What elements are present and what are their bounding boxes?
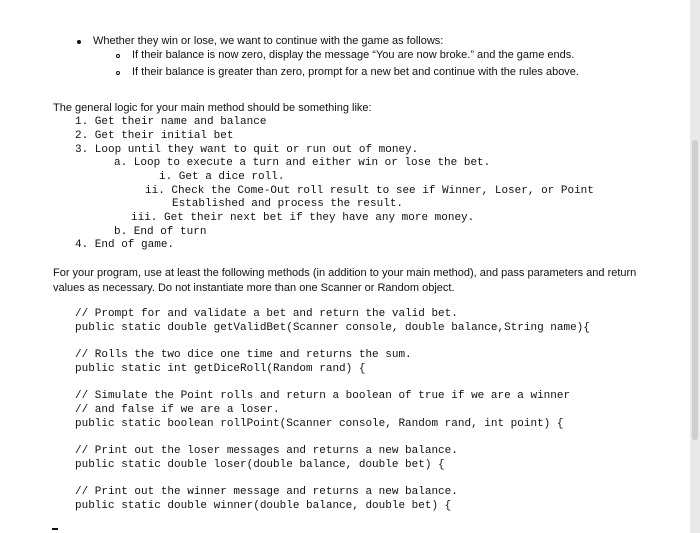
methods-intro-line-1: For your program, use at least the following methods (in addition to your main method), and pass parameters and return (53, 267, 637, 279)
logic-line-3a: a. Loop to execute a turn and either win or lose the bet. (114, 157, 491, 169)
bullet-dot (77, 40, 81, 44)
code-signature-winner: public static double winner(double balance, double bet) { (75, 500, 452, 512)
code-comment-loser: // Print out the loser messages and returns a new balance. (75, 445, 458, 457)
logic-line-3a-ii: ii. Check the Come-Out roll result to see if Winner, Loser, or Point (145, 185, 594, 197)
code-comment-rollPoint-1: // Simulate the Point rolls and return a boolean of true if we are a winner (75, 390, 571, 402)
code-signature-getValidBet: public static double getValidBet(Scanner console, double balance,String name){ (75, 322, 590, 334)
scrollbar-thumb[interactable] (692, 140, 698, 440)
code-signature-loser: public static double loser(double balance, double bet) { (75, 459, 445, 471)
sub-bullet-circle (116, 54, 120, 58)
logic-line-3: 3. Loop until they want to quit or run out of money. (75, 144, 419, 156)
code-comment-getDiceRoll: // Rolls the two dice one time and returns the sum. (75, 349, 412, 361)
logic-intro: The general logic for your main method should be something like: (53, 102, 372, 114)
vertical-scrollbar[interactable] (690, 0, 700, 533)
logic-line-4: 4. End of game. (75, 239, 175, 251)
methods-intro-line-2: values as necessary. Do not instantiate more than one Scanner or Random object. (53, 282, 455, 294)
partial-bullet-mark (52, 528, 58, 530)
code-signature-rollPoint: public static boolean rollPoint(Scanner console, Random rand, int point) { (75, 418, 564, 430)
logic-line-3a-iii: iii. Get their next bet if they have any more money. (131, 212, 475, 224)
sub-bullet-text-2: If their balance is greater than zero, prompt for a new bet and continue with the rules above. (132, 66, 579, 78)
bullet-main-text: Whether they win or lose, we want to continue with the game as follows: (93, 35, 444, 47)
logic-line-1: 1. Get their name and balance (75, 116, 267, 128)
code-comment-getValidBet: // Prompt for and validate a bet and return the valid bet. (75, 308, 458, 320)
sub-bullet-text-1: If their balance is now zero, display the message “You are now broke.” and the game ends. (132, 49, 575, 61)
code-comment-rollPoint-2: // and false if we are a loser. (75, 404, 280, 416)
logic-line-3a-ii-cont: Established and process the result. (172, 198, 404, 210)
logic-line-2: 2. Get their initial bet (75, 130, 234, 142)
code-signature-getDiceRoll: public static int getDiceRoll(Random rand) { (75, 363, 366, 375)
logic-line-3a-i: i. Get a dice roll. (159, 171, 285, 183)
code-comment-winner: // Print out the winner message and returns a new balance. (75, 486, 458, 498)
sub-bullet-circle (116, 71, 120, 75)
logic-line-3b: b. End of turn (114, 226, 207, 238)
